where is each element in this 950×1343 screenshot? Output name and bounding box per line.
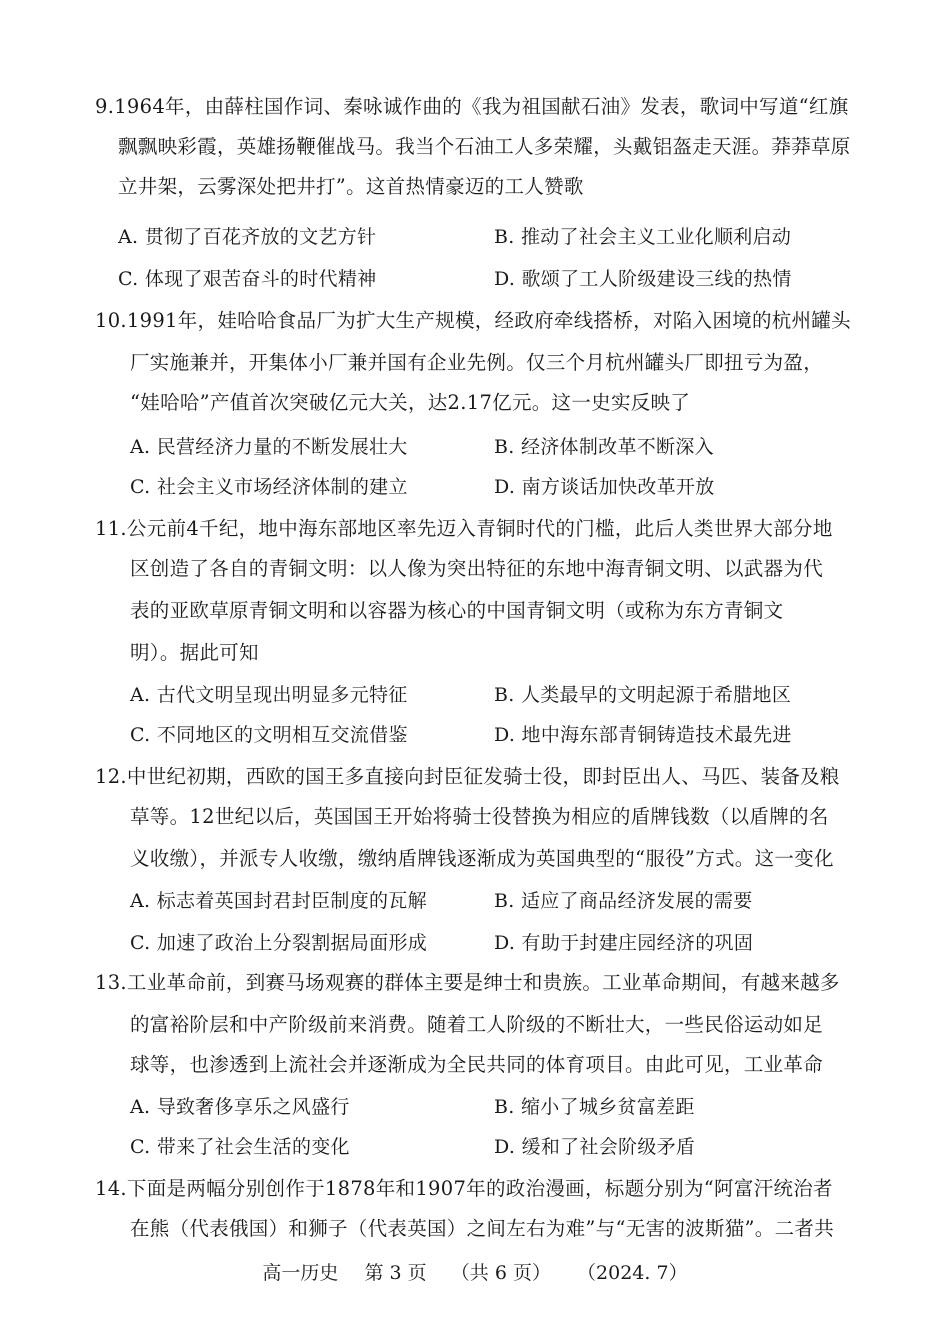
option-c: C. 不同地区的文明相互交流借鉴: [130, 724, 408, 746]
question-text: 中世纪初期，西欧的国王多直接向封臣征发骑士役，即封臣出人、马匹、装备及粮: [126, 765, 840, 788]
question-text: 1991年，娃哈哈食品厂为扩大生产规模，经政府牵线搭桥，对陷入困境的杭州罐头: [126, 309, 851, 332]
option-a: A. 贯彻了百花齐放的文艺方针: [118, 226, 377, 248]
option-c: C. 加速了政治上分裂割据局面形成: [130, 932, 428, 954]
option-a: A. 古代文明呈现出明显多元特征: [130, 684, 408, 706]
question-text: 1964年，由薛柱国作词、秦咏诚作曲的《我为祖国献石油》发表，歌词中写道“红旗: [114, 95, 849, 118]
question-14-line-2: 在熊（代表俄国）和狮子（代表英国）之间左右为难”与“无害的波斯猫”。二者共: [130, 1217, 835, 1240]
option-d: D. 缓和了社会阶级矛盾: [494, 1136, 696, 1158]
question-10-line-3: “娃哈哈”产值首次突破亿元大关，达2.17亿元。这一史实反映了: [130, 391, 691, 414]
question-number: 11.: [95, 517, 127, 540]
question-11-line-3: 表的亚欧草原青铜文明和以容器为核心的中国青铜文明（或称为东方青铜文: [130, 599, 784, 622]
option-d: D. 歌颂了工人阶级建设三线的热情: [494, 268, 792, 290]
option-d: D. 有助于封建庄园经济的巩固: [494, 932, 754, 954]
footer-page-number: 第 3 页: [364, 1262, 427, 1284]
question-number: 9.: [95, 95, 115, 118]
option-a: A. 导致奢侈享乐之风盛行: [130, 1096, 350, 1118]
question-number: 10.: [95, 309, 127, 332]
option-c: C. 带来了社会生活的变化: [130, 1136, 350, 1158]
question-11-line-4: 明）。据此可知: [130, 641, 259, 664]
page-footer: [0, 1260, 950, 1286]
question-13-line-2: 的富裕阶层和中产阶级前来消费。随着工人阶级的不断壮大，一些民俗运动如足: [130, 1013, 824, 1036]
option-d: D. 南方谈话加快改革开放: [494, 476, 715, 498]
question-14-line-1: [95, 1176, 833, 1202]
option-b: B. 推动了社会主义工业化顺利启动: [494, 226, 792, 248]
option-a: A. 标志着英国封君封臣制度的瓦解: [130, 890, 427, 912]
question-9-line-2: 飘飘映彩霞，英雄扬鞭催战马。我当个石油工人多荣耀，头戴铝盔走天涯。莽莽草原: [118, 135, 851, 158]
footer-subject: 高一历史: [262, 1262, 339, 1284]
question-number: 12.: [95, 765, 127, 788]
question-text: 公元前4千纪，地中海东部地区率先迈入青铜时代的门槛，此后人类世界大部分地: [126, 517, 833, 540]
question-13-line-1: [95, 970, 840, 996]
question-number: 13.: [95, 971, 127, 994]
option-d: D. 地中海东部青铜铸造技术最先进: [494, 724, 792, 746]
option-b: B. 人类最早的文明起源于希腊地区: [494, 684, 792, 706]
question-11-line-2: 区创造了各自的青铜文明：以人像为突出特征的东地中海青铜文明、以武器为代: [130, 557, 824, 580]
question-text: 工业革命前，到赛马场观赛的群体主要是绅士和贵族。工业革命期间，有越来越多: [126, 971, 840, 994]
question-12-line-1: [95, 764, 840, 790]
question-12-line-2: 草等。12世纪以后，英国国王开始将骑士役替换为相应的盾牌钱数（以盾牌的名: [130, 805, 829, 828]
question-11-line-1: [95, 516, 833, 542]
option-b: B. 适应了商品经济发展的需要: [494, 890, 753, 912]
option-b: B. 经济体制改革不断深入: [494, 436, 714, 458]
option-b: B. 缩小了城乡贫富差距: [494, 1096, 695, 1118]
question-10-line-1: [95, 308, 851, 334]
option-c: C. 社会主义市场经济体制的建立: [130, 476, 408, 498]
question-12-line-3: 义收缴），并派专人收缴，缴纳盾牌钱逐渐成为英国典型的“服役”方式。这一变化: [130, 847, 834, 870]
question-number: 14.: [95, 1177, 127, 1200]
option-c: C. 体现了艰苦奋斗的时代精神: [118, 268, 377, 290]
footer-total-pages: （共 6 页）: [450, 1262, 551, 1284]
footer-date: （2024. 7）: [577, 1262, 688, 1284]
question-text: 下面是两幅分别创作于1878年和1907年的政治漫画，标题分别为“阿富汗统治者: [126, 1177, 833, 1200]
question-9-line-1: [95, 94, 849, 120]
question-13-line-3: 球等，也渗透到上流社会并逐渐成为全民共同的体育项目。由此可见，工业革命: [130, 1053, 824, 1076]
question-9-line-3: 立井架，云雾深处把井打”。这首热情豪迈的工人赞歌: [118, 175, 584, 198]
question-10-line-2: 厂实施兼并，开集体小厂兼并国有企业先例。仅三个月杭州罐头厂即扭亏为盈，: [130, 351, 824, 374]
option-a: A. 民营经济力量的不断发展壮大: [130, 436, 408, 458]
